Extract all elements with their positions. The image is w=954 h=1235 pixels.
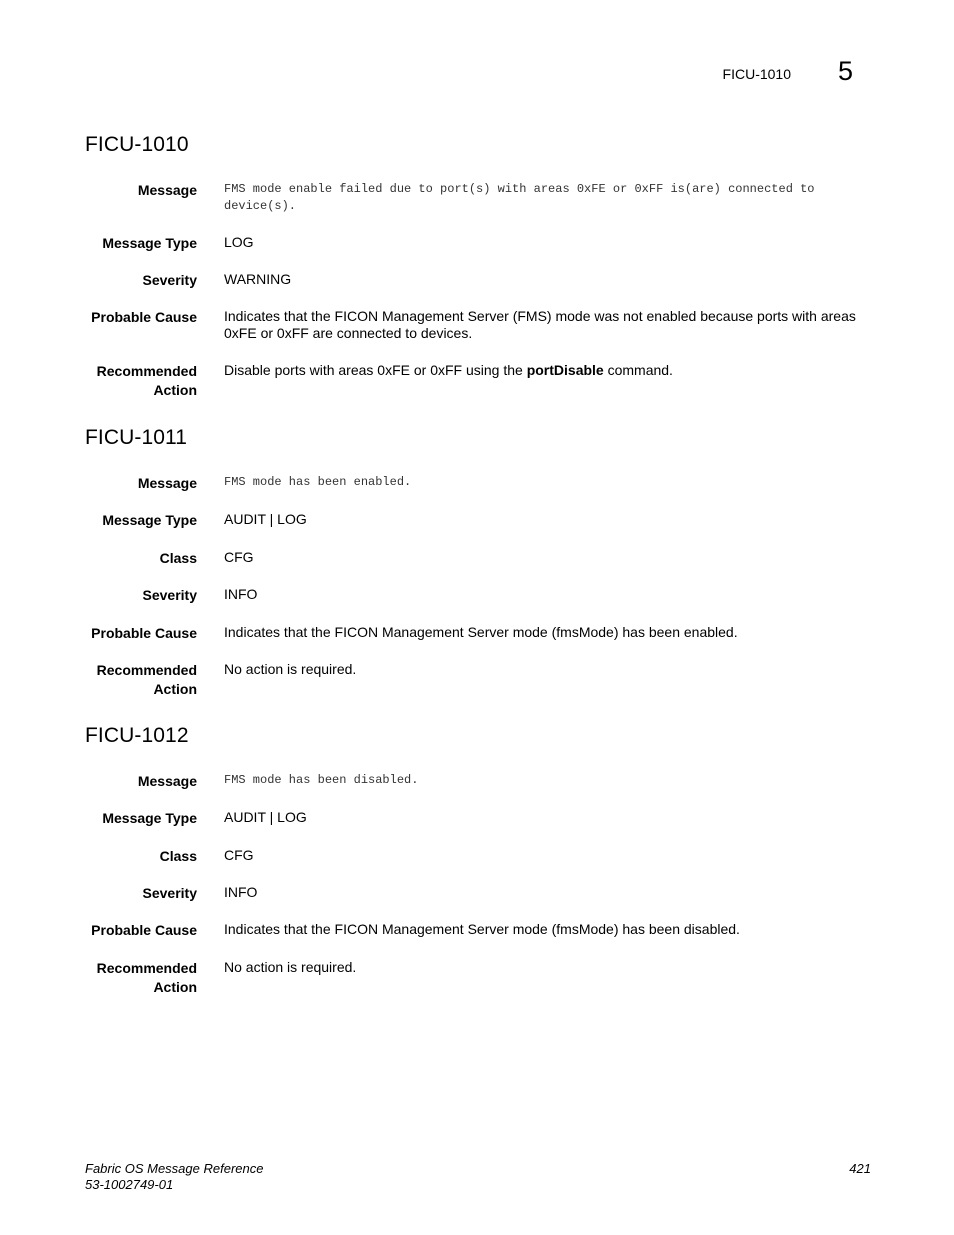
recommended-label-line1: Recommended bbox=[96, 662, 197, 678]
section-ficu-1010 bbox=[85, 133, 875, 403]
severity-label: Severity bbox=[142, 272, 197, 288]
probable-cause-label: Probable Cause bbox=[91, 922, 197, 938]
message-label: Message bbox=[137, 182, 197, 198]
probable-cause-label: Probable Cause bbox=[91, 625, 197, 641]
class-value: CFG bbox=[224, 847, 254, 863]
section-title: FICU-1012 bbox=[85, 724, 189, 747]
section-ficu-1011 bbox=[85, 426, 875, 706]
recommended-label-line2: Action bbox=[153, 979, 197, 995]
running-head bbox=[0, 58, 954, 88]
message-value: FMS mode enable failed due to port(s) with areas 0xFE or 0xFF is(are) connected to device(s). bbox=[224, 182, 815, 213]
page-number: 421 bbox=[849, 1161, 871, 1176]
severity-label: Severity bbox=[142, 587, 197, 603]
recommended-action-label bbox=[67, 959, 197, 997]
doc-number: 53-1002749-01 bbox=[85, 1177, 174, 1192]
command-name: portDisable bbox=[526, 362, 604, 378]
severity-value: INFO bbox=[224, 884, 258, 900]
section-title: FICU-1011 bbox=[85, 426, 188, 449]
message-type-value: AUDIT | LOG bbox=[224, 511, 307, 527]
message-label: Message bbox=[137, 773, 197, 789]
recommended-action-label bbox=[67, 362, 197, 400]
probable-cause-value: Indicates that the FICON Management Server (FMS) mode was not enabled because ports with areas 0xFE or 0xFF are connected to devices. bbox=[224, 308, 856, 341]
recommended-action-value: No action is required. bbox=[224, 959, 357, 975]
message-value: FMS mode has been disabled. bbox=[224, 773, 419, 787]
severity-label: Severity bbox=[142, 885, 197, 901]
class-label: Class bbox=[159, 848, 197, 864]
recommended-action-label bbox=[67, 661, 197, 699]
probable-cause-value: Indicates that the FICON Management Server mode (fmsMode) has been enabled. bbox=[224, 624, 738, 640]
severity-value: WARNING bbox=[224, 271, 292, 287]
message-type-value: LOG bbox=[224, 234, 254, 250]
recommended-label-line2: Action bbox=[153, 681, 197, 697]
action-text-post: command. bbox=[603, 362, 673, 378]
recommended-action-value bbox=[224, 362, 866, 379]
recommended-label-line1: Recommended bbox=[96, 363, 197, 379]
recommended-label-line2: Action bbox=[153, 382, 197, 398]
recommended-label-line1: Recommended bbox=[96, 960, 197, 976]
message-value: FMS mode has been enabled. bbox=[224, 475, 412, 489]
message-label: Message bbox=[137, 475, 197, 491]
probable-cause-value: Indicates that the FICON Management Server mode (fmsMode) has been disabled. bbox=[224, 921, 740, 937]
action-text-pre: Disable ports with areas 0xFE or 0xFF using the bbox=[224, 362, 527, 378]
footer-left bbox=[85, 1161, 263, 1193]
chapter-number: 5 bbox=[838, 56, 854, 86]
book-title: Fabric OS Message Reference bbox=[85, 1161, 264, 1176]
message-type-label: Message Type bbox=[102, 810, 197, 826]
section-title: FICU-1010 bbox=[85, 133, 189, 156]
recommended-action-value: No action is required. bbox=[224, 661, 357, 677]
probable-cause-label: Probable Cause bbox=[91, 309, 197, 325]
class-value: CFG bbox=[224, 549, 254, 565]
message-type-label: Message Type bbox=[102, 235, 197, 251]
running-head-title: FICU-1010 bbox=[722, 66, 791, 82]
message-type-value: AUDIT | LOG bbox=[224, 809, 307, 825]
section-ficu-1012 bbox=[85, 724, 875, 1004]
severity-value: INFO bbox=[224, 586, 258, 602]
message-type-label: Message Type bbox=[102, 512, 197, 528]
class-label: Class bbox=[159, 550, 197, 566]
